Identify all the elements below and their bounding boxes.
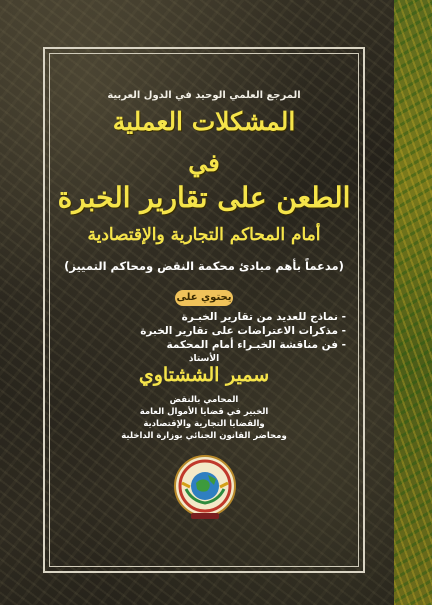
title-line-1: المشكلات العملية <box>112 107 296 136</box>
title-line-2: الطعن على تقارير الخبرة <box>57 181 351 214</box>
credit-line: والقضايا التجارية والإقتصادية <box>143 419 265 429</box>
author-credits <box>52 394 356 442</box>
feature-item: - نماذج للعديد من تقارير الخبـرة <box>181 311 346 323</box>
subtitle-note: (مدعماً بأهم مبادئ محكمة النقض ومحاكم التمييز) <box>64 259 344 273</box>
author-name: سمير الششتاوي <box>138 364 270 386</box>
title-connector: في <box>188 148 220 177</box>
credit-line: الخبير في قضايا الأموال العامة <box>139 407 269 417</box>
subtitle: أمام المحاكم التجارية والإقتصادية <box>87 225 321 245</box>
credit-line: المحامي بالنقض <box>169 395 239 405</box>
contains-badge: يحتوي على <box>175 290 233 306</box>
author-title: الأستاذ <box>188 354 220 364</box>
tagline: المرجع العلمي الوحيد في الدول العربية <box>107 90 301 101</box>
features-list <box>62 310 346 352</box>
feature-item: - فن مناقشة الخبـراء أمام المحكمة <box>166 339 346 351</box>
book-spine <box>394 0 432 605</box>
feature-item: - مذكرات الاعتراضات على تقارير الخبرة <box>140 325 346 337</box>
credit-line: ومحاضر القانون الجنائي بوزارة الداخلية <box>121 431 287 441</box>
cover-content <box>52 58 356 563</box>
globe-emblem-icon <box>172 453 238 523</box>
